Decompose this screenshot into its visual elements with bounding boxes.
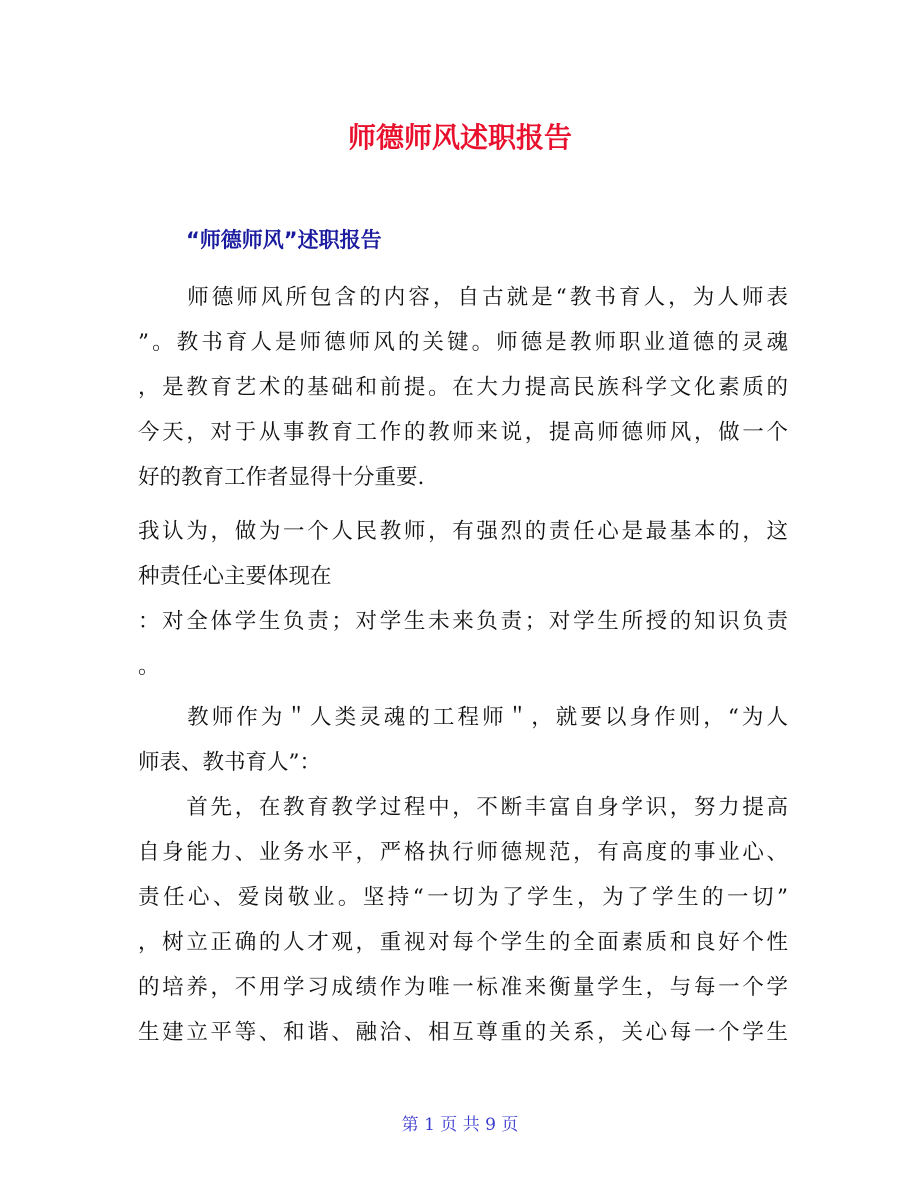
- page-number: 第 1 页 共 9 页: [401, 1115, 519, 1135]
- body-line: 我认为，做为一个人民教师，有强烈的责任心是最基本的，这: [138, 519, 788, 544]
- body-line: 首先，在教育教学过程中，不断丰富自身学识，努力提高: [138, 795, 788, 820]
- body-line: ：对全体学生负责；对学生未来负责；对学生所授的知识负责: [138, 609, 788, 634]
- body-line: 的培养，不用学习成绩作为唯一标准来衡量学生，与每一个学: [138, 975, 788, 1000]
- body-line: 责任心、爱岗敬业。坚持“一切为了学生，为了学生的一切”: [138, 885, 788, 910]
- document-subtitle: “师德师风”述职报告: [186, 228, 382, 252]
- body-line: ”。教书育人是师德师风的关键。师德是教师职业道德的灵魂: [138, 330, 788, 355]
- body-line: ，树立正确的人才观，重视对每个学生的全面素质和良好个性: [138, 930, 788, 955]
- body-line: 种责任心主要体现在: [138, 564, 332, 589]
- body-line: 今天，对于从事教育工作的教师来说，提高师德师风，做一个: [138, 420, 788, 445]
- document-title: 师德师风述职报告: [347, 121, 572, 154]
- body-line: 。: [138, 654, 160, 679]
- body-line: 生建立平等、和谐、融洽、相互尊重的关系，关心每一个学生: [138, 1020, 788, 1045]
- body-line: 师表、教书育人”：: [138, 750, 321, 775]
- body-line: 自身能力、业务水平，严格执行师德规范，有高度的事业心、: [138, 840, 788, 865]
- body-line: 好的教育工作者显得十分重要.: [138, 465, 425, 490]
- body-line: 师德师风所包含的内容，自古就是“教书育人，为人师表: [138, 285, 788, 310]
- body-line: 教师作为＂人类灵魂的工程师＂，就要以身作则，“为人: [138, 705, 788, 730]
- body-line: ，是教育艺术的基础和前提。在大力提高民族科学文化素质的: [138, 375, 788, 400]
